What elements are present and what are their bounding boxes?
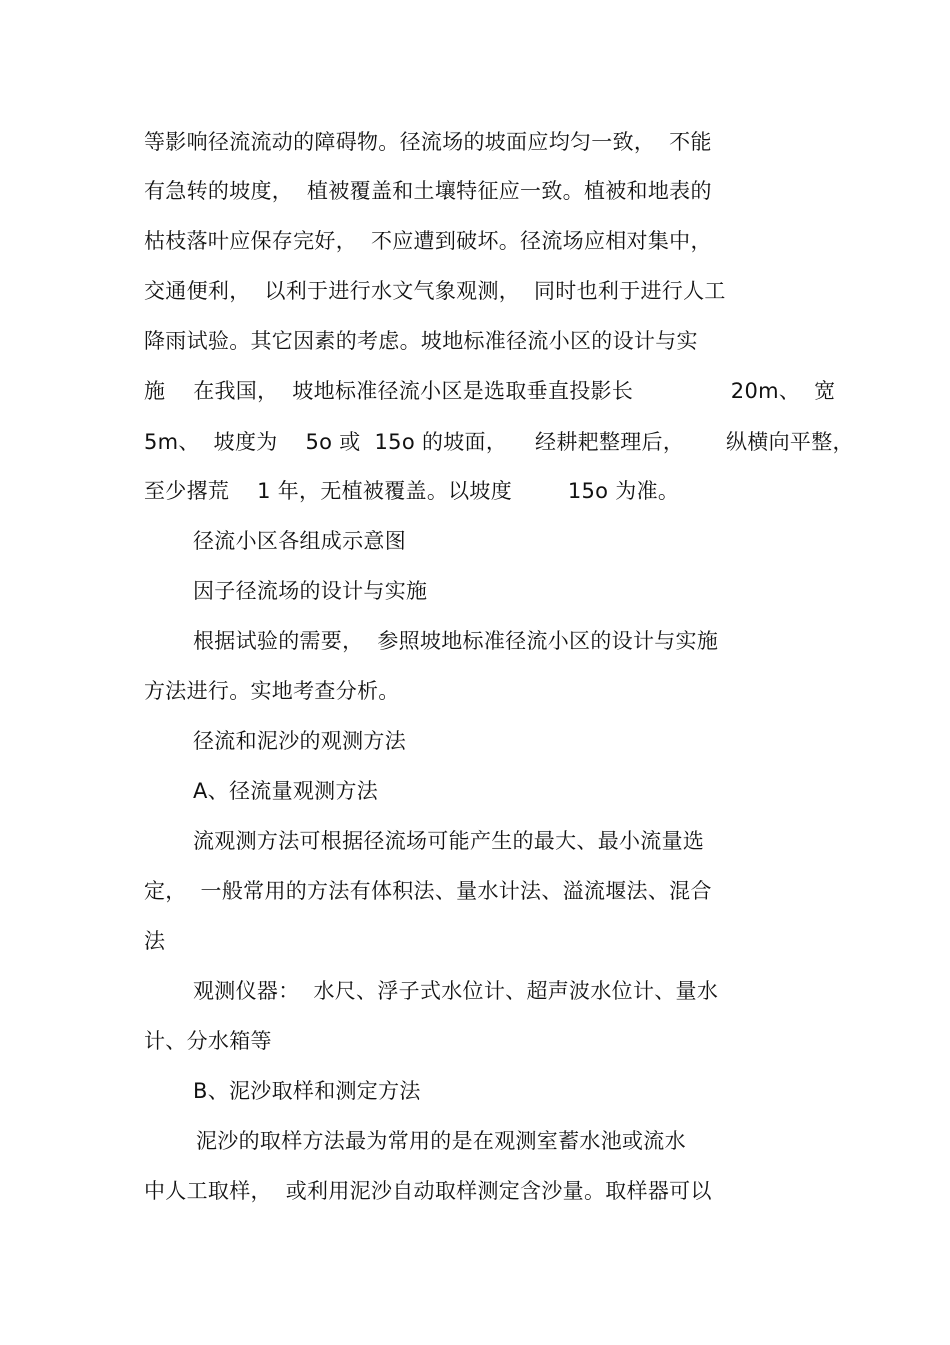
text-line: 有急转的坡度， 植被覆盖和土壤特征应一致。植被和地表的	[144, 179, 712, 203]
text-line: 泥沙的取样方法最为常用的是在观测室蓄水池或流水	[196, 1129, 686, 1153]
text-line: 中人工取样， 或利用泥沙自动取样测定含沙量。取样器可以	[144, 1179, 712, 1203]
text-line: 径流和泥沙的观测方法	[193, 729, 406, 753]
text-line: 5m、 坡度为 5o 或 15o 的坡面， 经耕耙整理后， 纵横向平整，	[144, 430, 854, 454]
text-line: 方法进行。实地考查分析。	[144, 679, 400, 703]
text-line: 观测仪器： 水尺、浮子式水位计、超声波水位计、量水	[193, 979, 719, 1003]
text-line: 计、分水箱等	[144, 1029, 272, 1053]
text-line: 施 在我国， 坡地标准径流小区是选取垂直投影长 20m、 宽	[144, 379, 836, 403]
text-line: 法	[144, 929, 166, 953]
text-line: 定， 一般常用的方法有体积法、量水计法、溢流堰法、混合	[144, 879, 712, 903]
text-line: 降雨试验。其它因素的考虑。坡地标准径流小区的设计与实	[144, 329, 698, 353]
text-line: 交通便利， 以利于进行水文气象观测， 同时也利于进行人工	[144, 279, 726, 303]
text-line: 流观测方法可根据径流场可能产生的最大、最小流量选	[193, 829, 705, 853]
text-line: 根据试验的需要， 参照坡地标准径流小区的设计与实施	[193, 629, 719, 653]
text-line: 枯枝落叶应保存完好， 不应遭到破坏。径流场应相对集中，	[144, 229, 712, 253]
text-line: A、径流量观测方法	[193, 779, 379, 803]
text-line: B、泥沙取样和测定方法	[193, 1079, 421, 1103]
text-line: 等影响径流流动的障碍物。径流场的坡面应均匀一致， 不能	[144, 130, 712, 154]
text-line: 至少撂荒 1 年，无植被覆盖。以坡度 15o 为准。	[144, 479, 680, 503]
text-line: 因子径流场的设计与实施	[193, 579, 428, 603]
text-line: 径流小区各组成示意图	[193, 529, 406, 553]
